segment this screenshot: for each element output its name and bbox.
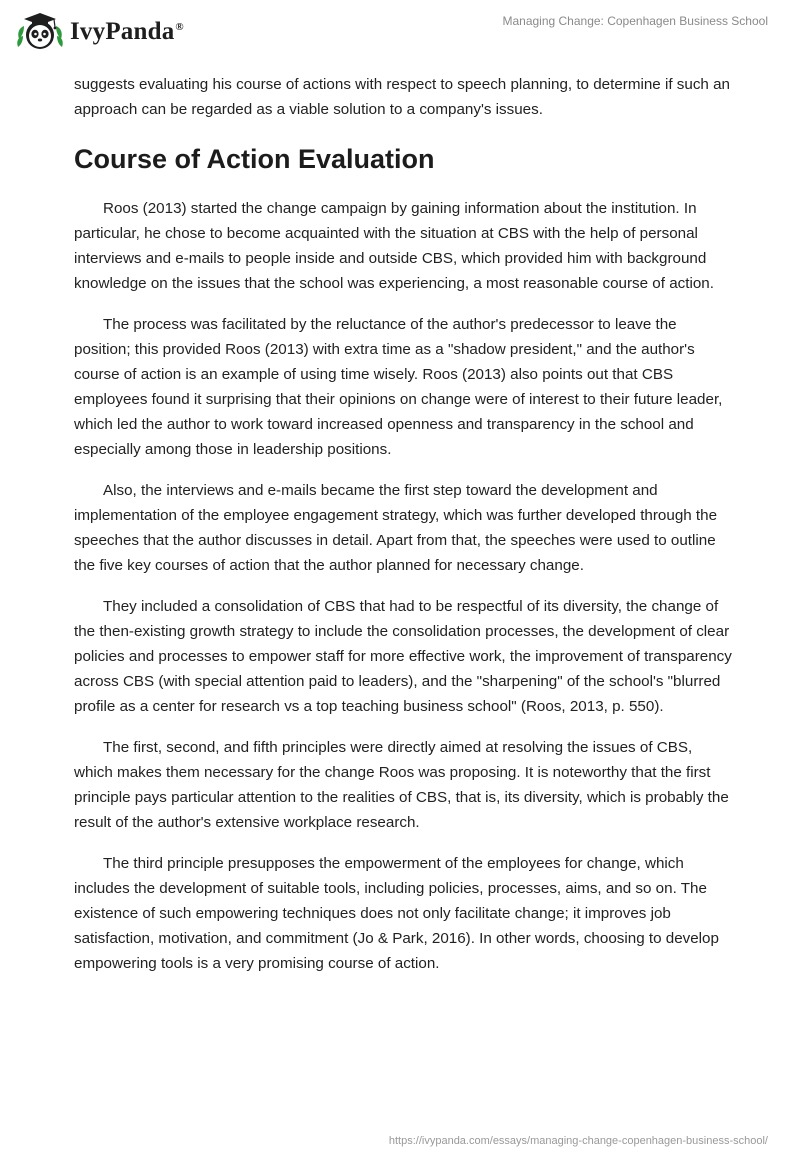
brand-name — [70, 18, 184, 46]
body-paragraph-2: The process was facilitated by the reluctance of the author's predecessor to leave the position; this provided Roos (2013) with extra time as a "shadow president," and the author's course of action is an example of using time wisely. Roos (2013) also points out that CBS employees found it surprising that their opinions on change were of interest to their future leader, which led the author to work toward increased openness and transparency in the school and especially among those in leadership positions. — [74, 316, 723, 458]
intro-continuation-paragraph: suggests evaluating his course of actions with respect to speech planning, to determine if such an approach can be regarded as a viable solution to a company's issues. — [74, 76, 730, 118]
body-paragraph-3: Also, the interviews and e-mails became the first step toward the development and implementation of the employee engagement strategy, which was further developed through the speeches that the author discusses in detail. Apart from that, the speeches were used to outline the five key courses of action that the author planned for necessary change. — [74, 482, 718, 574]
panda-graduate-icon — [16, 9, 64, 53]
body-paragraph-5: The first, second, and fifth principles were directly aimed at resolving the issues of CBS, which makes them necessary for the change Roos was proposing. It is noteworthy that the first principle pays particular attention to the realities of CBS, that is, its diversity, which is probably the result of the author's extensive workplace research. — [74, 739, 729, 831]
registered-mark: ® — [175, 20, 184, 33]
section-heading: Course of Action Evaluation — [74, 144, 435, 174]
page-header — [0, 0, 800, 62]
brand-name-text: IvyPanda — [70, 18, 175, 45]
body-paragraph-4: They included a consolidation of CBS that had to be respectful of its diversity, the change of the then-existing growth strategy to include the consolidation processes, the development of clear policies and processes to empower staff for more effective work, the improvement of transparency across CBS (with special attention paid to leaders), and the "sharpening" of the school's "blurred profile as a center for research vs a top teaching business school" (Roos, 2013, p. 550). — [74, 598, 732, 715]
body-paragraph-6: The third principle presupposes the empowerment of the employees for change, which includes the development of suitable tools, including policies, processes, aims, and so on. The existence of such empowering techniques does not only facilitate change; it improves job satisfaction, motivation, and commitment (Jo & Park, 2016). In other words, choosing to develop empowering tools is a very promising course of action. — [74, 855, 719, 972]
essay-content — [74, 72, 734, 992]
body-paragraph-1: Roos (2013) started the change campaign by gaining information about the institution. In particular, he chose to become acquainted with the situation at CBS with the help of personal interviews and e-mails to people inside and outside CBS, which provided him with background knowledge on the issues that the school was experiencing, a most reasonable course of action. — [74, 200, 714, 292]
ivypanda-logo[interactable] — [16, 9, 184, 53]
source-url[interactable]: https://ivypanda.com/essays/managing-change-copenhagen-business-school/ — [388, 1135, 768, 1147]
essay-title: Managing Change: Copenhagen Business School — [502, 14, 768, 28]
